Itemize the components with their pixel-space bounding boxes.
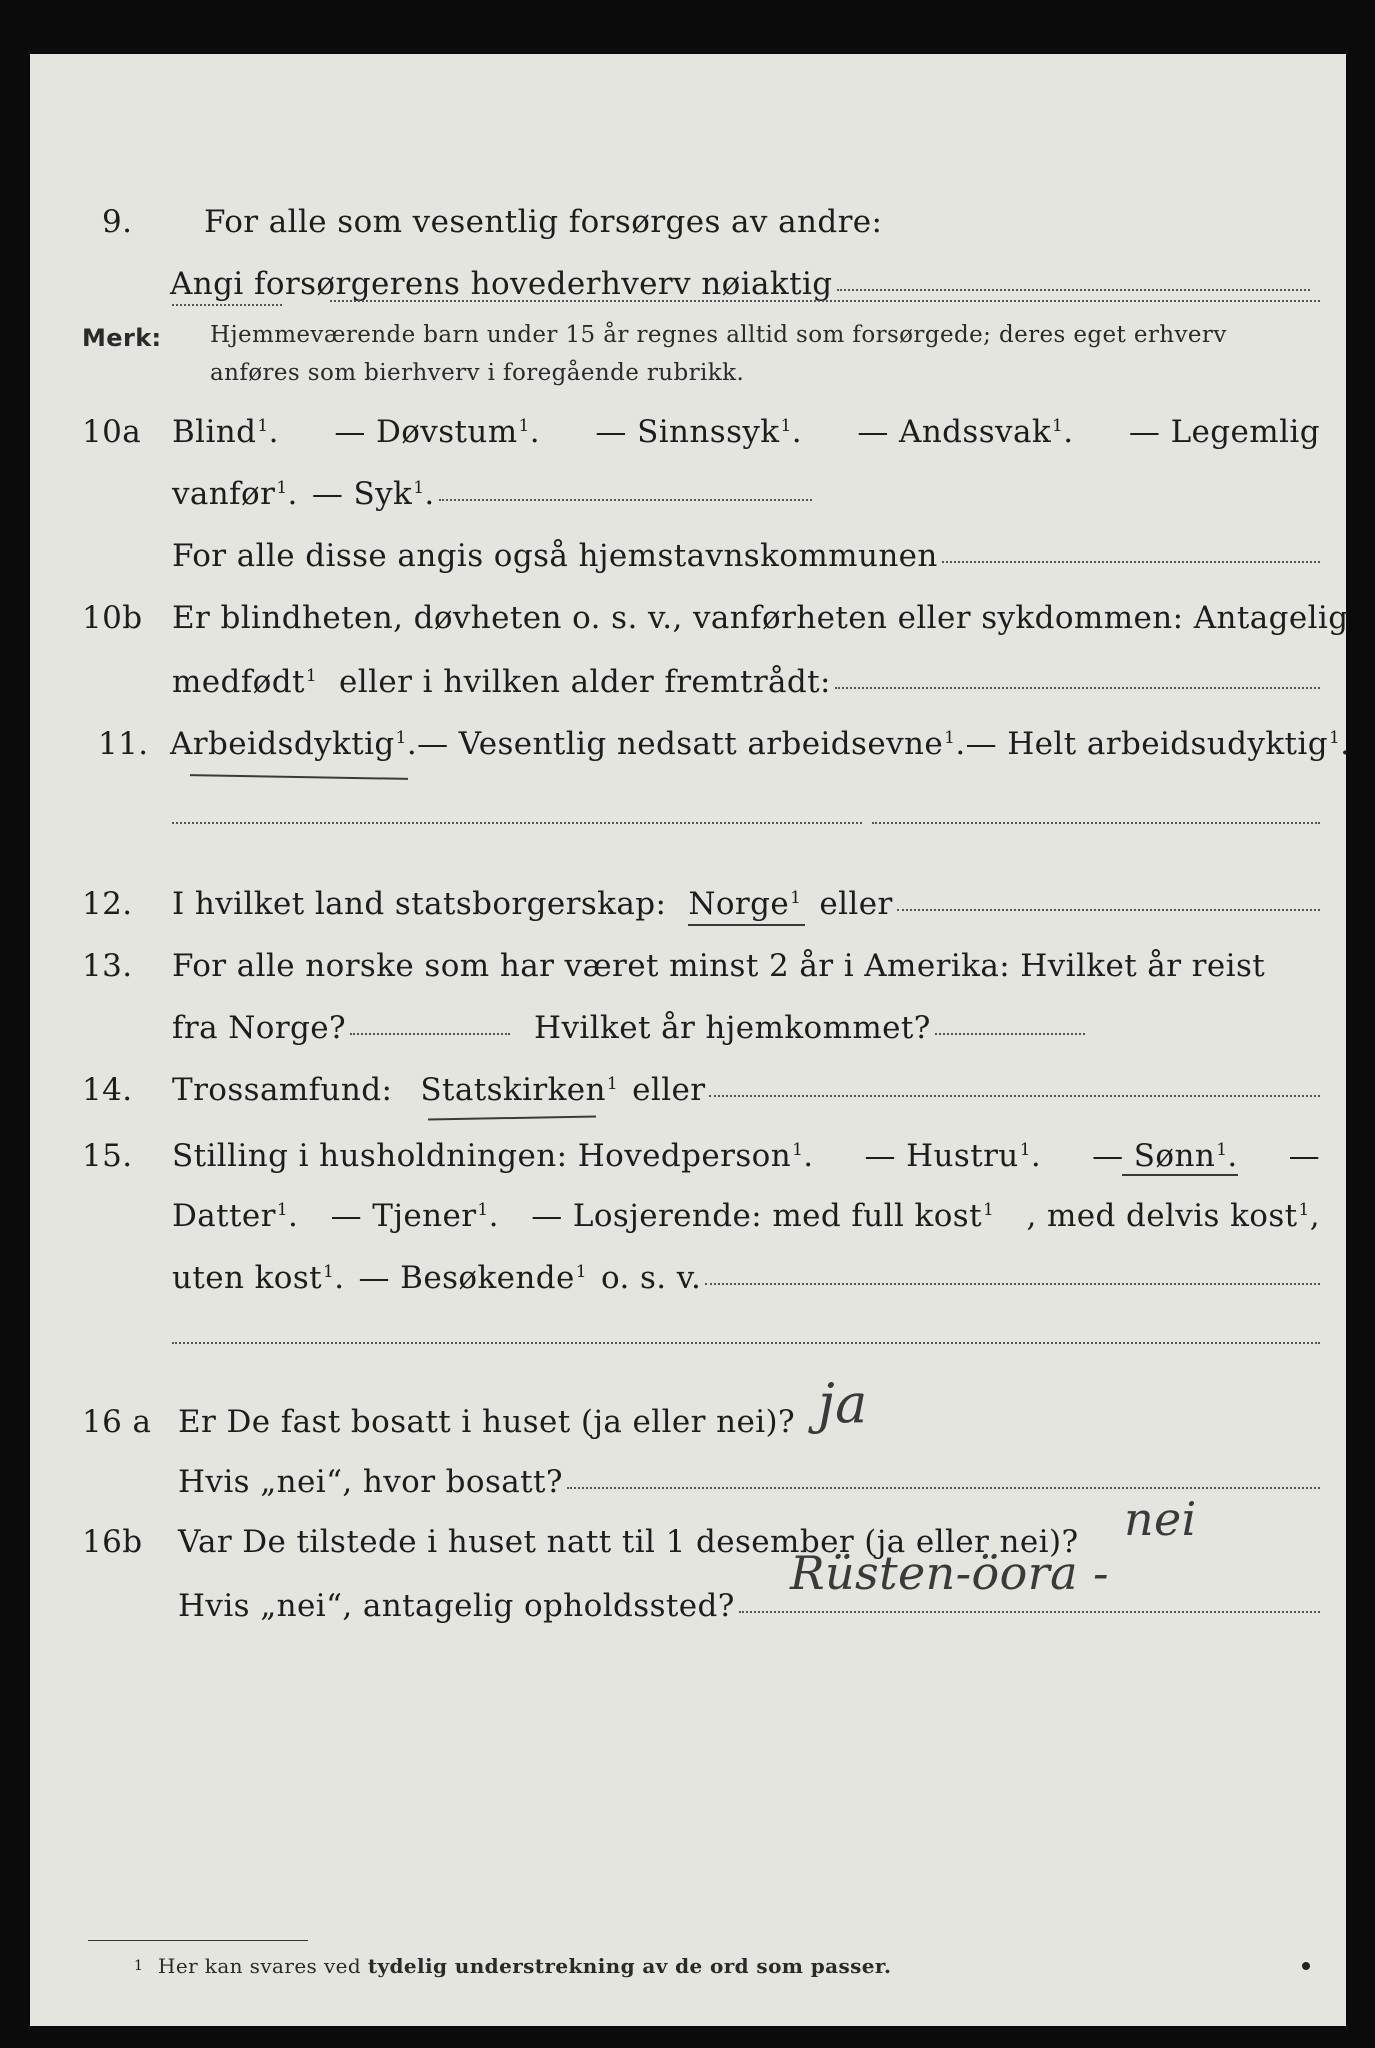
q15-stilling-field[interactable] (705, 1283, 1320, 1285)
footnote-normal: Her kan svares ved (158, 1954, 362, 1978)
merk-line2: anføres som bierhverv i foregående rubrikk. (210, 360, 745, 386)
q13-reist-field[interactable] (350, 1033, 510, 1035)
q11-line1 (170, 726, 1351, 762)
option-full-kost[interactable]: — Losjerende: med full kost$^1$ (531, 1198, 995, 1234)
q10a-hjemstavn-label: For alle disse angis også hjemstavnskommunen (172, 538, 938, 574)
q9-occupation-field[interactable] (837, 289, 1310, 291)
q10b-alder-field[interactable] (835, 687, 1320, 689)
q13-hjemkommet-field[interactable] (935, 1033, 1085, 1035)
option-datter[interactable]: Datter$^1$. (172, 1198, 299, 1234)
q12-land-field[interactable] (897, 909, 1320, 911)
option-dovstum[interactable]: — Døvstum$^1$. (334, 414, 541, 450)
option-legemlig[interactable]: — Legemlig (1128, 414, 1320, 450)
option-arbeidsudyktig[interactable]: — Helt arbeidsudyktig$^1$. (965, 726, 1351, 762)
option-hovedperson[interactable]: Stilling i husholdningen: Hovedperson$^1$. (172, 1138, 814, 1174)
option-sonn[interactable]: — Sønn$^1$. (1092, 1138, 1238, 1174)
q9-line1 (68, 204, 882, 240)
option-hustru[interactable]: — Hustru$^1$. (864, 1138, 1042, 1174)
q14-label: Trossamfund: (172, 1072, 393, 1108)
q16b-line2 (178, 1588, 1320, 1624)
footnote-mark: 1 (134, 1958, 144, 1974)
footnote-rule (88, 1940, 308, 1941)
q9-line2 (170, 266, 1310, 302)
q15-dash: — (1288, 1138, 1320, 1174)
q16b-number: 16b (82, 1524, 143, 1560)
q10a-number: 10a (82, 414, 142, 450)
q15-line2 (172, 1198, 1320, 1234)
census-form-page (30, 54, 1351, 2026)
q16b-handwritten-answer[interactable]: nei (1124, 1492, 1197, 1546)
q10b-line2 (172, 664, 1320, 700)
footnote (158, 1954, 891, 1978)
merk-label: Merk: (82, 324, 162, 352)
q9-blank-line-b[interactable] (330, 300, 1320, 302)
q13-line1: For alle norske som har været minst 2 år i Amerika: Hvilket år reist (172, 948, 1266, 984)
q15-osv: o. s. v. (600, 1260, 702, 1296)
q10b-number: 10b (82, 600, 143, 636)
arbeidsdyktig-underline (190, 774, 408, 780)
q16a-line1: Er De fast bosatt i huset (ja eller nei)? (178, 1404, 796, 1440)
option-sinnssyk[interactable]: — Sinnssyk$^1$. (595, 414, 802, 450)
q16b-opholdssted-field[interactable] (739, 1611, 1320, 1613)
q13-number: 13. (82, 948, 133, 984)
option-statskirken[interactable]: Statskirken$^1$ (420, 1072, 619, 1108)
q10b-alder-label: eller i hvilken alder fremtrådt: (339, 664, 831, 700)
merk-line1: Hjemmeværende barn under 15 år regnes alltid som forsørgede; deres eget erhverv (210, 322, 1227, 348)
q16a-bosatt-label: Hvis „nei“, hvor bosatt? (178, 1464, 563, 1500)
q15-blank-line[interactable] (172, 1342, 1320, 1344)
q14-line1 (172, 1072, 1320, 1108)
q11-blank-line-a[interactable] (172, 822, 862, 824)
sonn-underline (1122, 1174, 1238, 1176)
option-medfodt[interactable]: medfødt$^1$ (172, 664, 318, 700)
q9-number: 9. (102, 204, 133, 240)
option-vanfor[interactable]: vanfør$^1$. (172, 476, 298, 512)
q12-eller: eller (819, 886, 893, 922)
merk-note (210, 316, 1227, 392)
q10a-syk-field[interactable] (439, 499, 812, 501)
option-nedsatt-arbeidsevne[interactable]: — Vesentlig nedsatt arbeidsevne$^1$. (417, 726, 966, 762)
option-norge[interactable]: Norge$^1$ (688, 886, 801, 922)
q16b-line1: Var De tilstede i huset natt til 1 desember (ja eller nei)? (178, 1524, 1079, 1560)
q10a-line3 (172, 538, 1320, 574)
q15-line1 (172, 1138, 1320, 1174)
q10a-line2 (172, 476, 812, 512)
q14-eller: eller (632, 1072, 706, 1108)
q13-hjemkommet-label: Hvilket år hjemkommet? (534, 1010, 931, 1046)
q11-blank-line-b[interactable] (872, 822, 1320, 824)
q10a-line1 (172, 414, 1320, 450)
q16a-number: 16 a (82, 1404, 152, 1440)
q10b-line1: Er blindheten, døvheten o. s. v., vanførheten eller sykdommen: Antagelig (172, 600, 1349, 636)
option-besokende[interactable]: — Besøkende$^1$ (358, 1260, 587, 1296)
option-arbeidsdyktig[interactable]: Arbeidsdyktig$^1$. (170, 726, 418, 762)
option-andssvak[interactable]: — Andssvak$^1$. (857, 414, 1074, 450)
q12-line1 (172, 886, 1320, 922)
q16a-handwritten-answer[interactable]: ja (818, 1372, 868, 1435)
q13-line2 (172, 1010, 1085, 1046)
q15-line3 (172, 1260, 1320, 1296)
q15-number: 15. (82, 1138, 133, 1174)
q9-text: For alle som vesentlig forsørges av andre: (204, 204, 883, 240)
q9-occupation-label: Angi forsørgerens hovederhverv nøiaktig (170, 266, 833, 302)
q16b-opholdssted-label: Hvis „nei“, antagelig opholdssted? (178, 1588, 735, 1624)
q9-blank-line-a[interactable] (172, 304, 282, 306)
q13-reist-label: fra Norge? (172, 1010, 347, 1046)
norge-underline (688, 924, 805, 926)
q10a-hjemstavn-field[interactable] (942, 561, 1320, 563)
q16b-handwritten-place[interactable]: Rüsten-öora - (790, 1546, 1109, 1600)
statskirken-underline (428, 1116, 596, 1121)
q14-trossamfund-field[interactable] (709, 1095, 1320, 1097)
footnote-bold: tydelig understrekning av de ord som passer. (367, 1954, 892, 1978)
option-tjener[interactable]: — Tjener$^1$. (330, 1198, 499, 1234)
option-uten-kost[interactable]: uten kost$^1$. (172, 1260, 345, 1296)
q11-number: 11. (98, 726, 149, 762)
q14-number: 14. (82, 1072, 133, 1108)
q12-label: I hvilket land statsborgerskap: (172, 886, 667, 922)
ink-dot (1302, 1962, 1310, 1970)
q16a-bosatt-field[interactable] (567, 1487, 1320, 1489)
option-blind[interactable]: Blind$^1$. (172, 414, 279, 450)
option-delvis-kost[interactable]: , med delvis kost$^1$, (1026, 1198, 1320, 1234)
option-syk[interactable]: — Syk$^1$. (311, 476, 435, 512)
q12-number: 12. (82, 886, 133, 922)
